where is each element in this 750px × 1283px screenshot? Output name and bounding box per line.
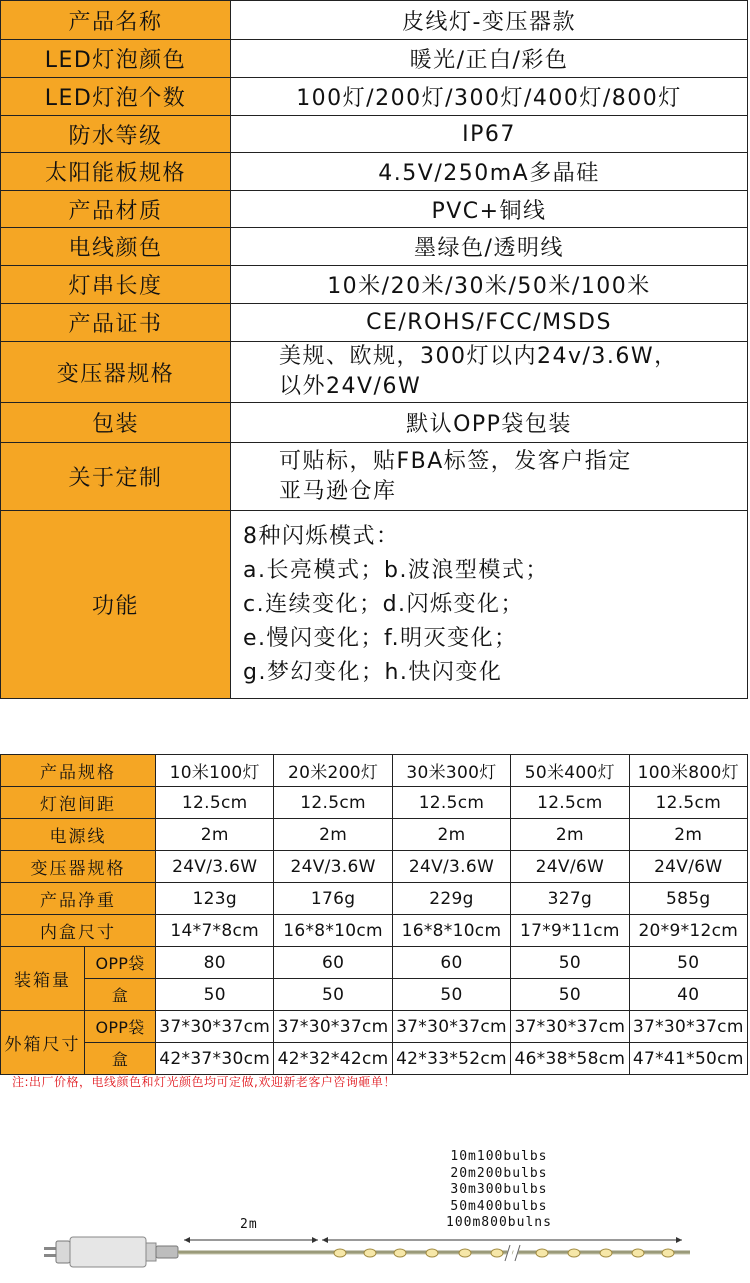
cell: 24V/3.6W [156,851,274,883]
spec-key: 电线颜色 [1,228,231,266]
spec-key: 太阳能板规格 [1,153,231,191]
cell: 176g [274,883,392,915]
product-diagram [0,1145,750,1275]
cell: 24V/3.6W [392,851,510,883]
size-row-inner-box [1,915,748,947]
model-cell: 50米400灯 [511,755,629,787]
spec-row [1,403,748,443]
spec-value: 皮线灯-变压器款 [231,1,748,40]
size-row-carton-size-opp [1,1011,748,1043]
size-row-carton-qty-box [1,979,748,1011]
spec-row-custom [1,443,748,511]
spec-value: 默认OPP袋包装 [231,403,748,443]
sub-label: 盒 [85,1043,156,1075]
size-row-spacing [1,787,748,819]
row-label: 电源线 [1,819,156,851]
spec-value: CE/ROHS/FCC/MSDS [231,304,748,342]
sub-label: 盒 [85,979,156,1011]
length-option: 20m200bulbs [450,1165,548,1181]
length-option: 100m800bulns [446,1215,552,1230]
spec-row [1,153,748,191]
sub-label: OPP袋 [85,1011,156,1043]
string-dimension-arrow [322,1237,682,1243]
cell: 24V/3.6W [274,851,392,883]
cell: 47*41*50cm [629,1043,747,1075]
cell: 50 [511,947,629,979]
size-row-weight [1,883,748,915]
cord-dimension-arrow [184,1237,318,1243]
size-table [0,754,748,1075]
cell: 12.5cm [274,787,392,819]
spec-row [1,78,748,116]
cell: 12.5cm [511,787,629,819]
model-cell: 20米200灯 [274,755,392,787]
cell: 2m [156,819,274,851]
cell: 2m [511,819,629,851]
cell: 2m [392,819,510,851]
spec-key: 包装 [1,403,231,443]
model-cell: 100米800灯 [629,755,747,787]
cell: 2m [274,819,392,851]
cell: 40 [629,979,747,1011]
cell: 42*37*30cm [156,1043,274,1075]
spec-row [1,228,748,266]
spec-row-transformer [1,342,748,403]
cell: 17*9*11cm [511,915,629,947]
spec-value: 墨绿色/透明线 [231,228,748,266]
spec-value-transformer [231,342,748,403]
cell: 37*30*37cm [392,1011,510,1043]
custom-line: 亚马逊仓库 [279,478,397,504]
size-row-cord [1,819,748,851]
spec-key: LED灯泡个数 [1,78,231,116]
spec-row [1,304,748,342]
cell: 80 [156,947,274,979]
cell: 42*33*52cm [392,1043,510,1075]
spec-key: 功能 [1,511,231,699]
cell: 46*38*58cm [511,1043,629,1075]
size-header-row [1,755,748,787]
spec-value-custom [231,443,748,511]
cell: 229g [392,883,510,915]
size-header-label: 产品规格 [1,755,156,787]
cell: 16*8*10cm [274,915,392,947]
spec-row [1,1,748,40]
cell: 50 [274,979,392,1011]
cell: 12.5cm [629,787,747,819]
cell: 50 [392,979,510,1011]
function-line: c.连续变化；d.闪烁变化； [243,591,525,617]
plug-icon [44,1237,178,1267]
row-label: 内盒尺寸 [1,915,156,947]
footnote: 注:出厂价格，电线颜色和灯光颜色均可定做,欢迎新老客户咨询砸单！ [12,1075,396,1089]
cell: 16*8*10cm [392,915,510,947]
spec-value: 4.5V/250mA多晶硅 [231,153,748,191]
cell: 585g [629,883,747,915]
length-option: 10m100bulbs [450,1149,548,1164]
spec-key: 产品名称 [1,1,231,40]
size-row-carton-size-box [1,1043,748,1075]
spec-key: 灯串长度 [1,266,231,304]
cell: 50 [156,979,274,1011]
spec-row [1,116,748,153]
cell: 123g [156,883,274,915]
spec-value: 100灯/200灯/300灯/400灯/800灯 [231,78,748,116]
row-label: 灯泡间距 [1,787,156,819]
row-label: 装箱量 [1,947,85,1011]
power-cord-length: 2m [240,1217,258,1232]
spec-value-function [231,511,748,699]
cell: 37*30*37cm [511,1011,629,1043]
size-row-carton-qty-opp [1,947,748,979]
cell: 42*32*42cm [274,1043,392,1075]
size-row-transformer [1,851,748,883]
row-label: 产品净重 [1,883,156,915]
function-line: 8种闪烁模式： [243,523,400,549]
function-line: a.长亮模式；b.波浪型模式； [243,557,549,583]
model-cell: 30米300灯 [392,755,510,787]
cell: 60 [392,947,510,979]
sub-label: OPP袋 [85,947,156,979]
transformer-line: 以外24V/6W [279,374,422,399]
transformer-line: 美规、欧规，300灯以内24v/3.6W， [279,344,678,369]
cell: 12.5cm [156,787,274,819]
spec-value: PVC+铜线 [231,191,748,228]
string-light-drawing [0,1145,750,1275]
cell: 20*9*12cm [629,915,747,947]
spec-key: 产品材质 [1,191,231,228]
spec-value: IP67 [231,116,748,153]
cell: 37*30*37cm [274,1011,392,1043]
function-line: g.梦幻变化；h.快闪变化 [243,659,503,685]
model-cell: 10米100灯 [156,755,274,787]
spec-value: 暖光/正白/彩色 [231,40,748,78]
spec-value: 10米/20米/30米/50米/100米 [231,266,748,304]
spec-key: 产品证书 [1,304,231,342]
cell: 12.5cm [392,787,510,819]
cell: 14*7*8cm [156,915,274,947]
spec-row [1,191,748,228]
cell: 50 [629,947,747,979]
cell: 2m [629,819,747,851]
cell: 50 [511,979,629,1011]
spec-row-function [1,511,748,699]
length-option: 30m300bulbs [450,1182,548,1197]
spec-row [1,266,748,304]
spec-key: 防水等级 [1,116,231,153]
cell: 60 [274,947,392,979]
cell: 24V/6W [629,851,747,883]
length-option: 50m400bulbs [450,1198,548,1214]
spec-row [1,40,748,78]
spec-key: LED灯泡颜色 [1,40,231,78]
cell: 37*30*37cm [156,1011,274,1043]
row-label: 变压器规格 [1,851,156,883]
spec-key: 关于定制 [1,443,231,511]
function-line: e.慢闪变化；f.明灭变化； [243,625,518,651]
spec-key: 变压器规格 [1,342,231,403]
row-label: 外箱尺寸 [1,1011,85,1075]
cell: 37*30*37cm [629,1011,747,1043]
custom-line: 可贴标，贴FBA标签，发客户指定 [279,448,632,474]
cell: 327g [511,883,629,915]
cell: 24V/6W [511,851,629,883]
